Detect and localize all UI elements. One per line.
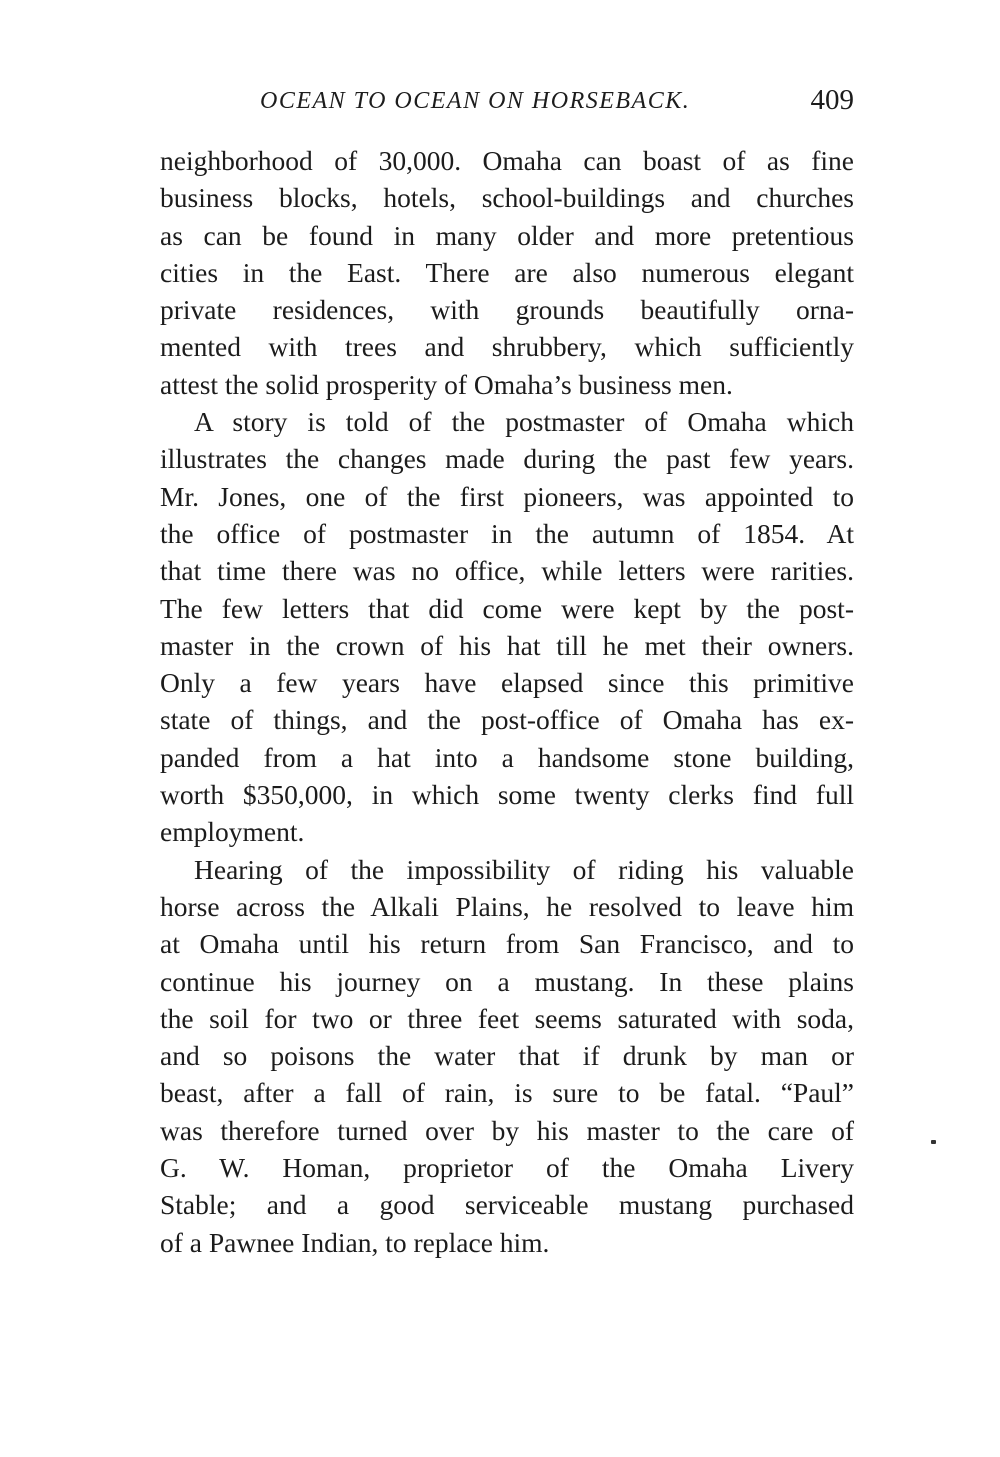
body-text: [160, 142, 854, 1261]
text-line: A story is told of the postmaster of Omaha which: [194, 406, 854, 438]
text-line: neighborhood of 30,000. Omaha can boast of as fine: [160, 145, 854, 176]
text-line: state of things, and the post-office of Omaha has ex-: [160, 704, 854, 736]
paragraph-1: [160, 142, 854, 403]
text-line: G. W. Homan, proprietor of the Omaha Livery: [160, 1152, 854, 1184]
text-line: illustrates the changes made during the past few years.: [160, 443, 854, 475]
scan-speck: [931, 1140, 936, 1144]
text-line: mented with trees and shrubbery, which sufficiently: [160, 331, 854, 363]
text-line: Mr. Jones, one of the first pioneers, was appointed to: [160, 480, 854, 512]
text-line: that time there was no office, while letters were rarities.: [160, 555, 854, 587]
running-title: OCEAN TO OCEAN ON HORSEBACK.: [260, 88, 691, 114]
paragraph-2: [160, 403, 854, 851]
text-line: worth $350,000, in which some twenty clerks find full: [160, 779, 854, 811]
text-line: Only a few years have elapsed since this primitive: [160, 667, 854, 699]
text-line: the soil for two or three feet seems saturated with soda,: [160, 1002, 854, 1034]
text-line: business blocks, hotels, school-buildings and churches: [160, 182, 854, 214]
page-number: 409: [810, 84, 854, 116]
text-line: panded from a hat into a handsome stone building,: [160, 741, 854, 773]
text-line: employment.: [160, 816, 305, 848]
text-line: beast, after a fall of rain, is sure to be fatal. “Paul”: [160, 1077, 854, 1109]
text-line: attest the solid prosperity of Omaha’s business men.: [160, 368, 733, 400]
paragraph-3: [160, 851, 854, 1261]
text-line: Stable; and a good serviceable mustang purchased: [160, 1189, 854, 1221]
text-line: Hearing of the impossibility of riding his valuable: [194, 853, 854, 885]
text-line: cities in the East. There are also numerous elegant: [160, 256, 854, 288]
running-header: [160, 84, 854, 124]
text-line: continue his journey on a mustang. In these plains: [160, 965, 854, 997]
text-line: and so poisons the water that if drunk by man or: [160, 1040, 854, 1072]
text-line: The few letters that did come were kept by the post-: [160, 592, 854, 624]
text-line: master in the crown of his hat till he met their owners.: [160, 629, 854, 661]
text-line: private residences, with grounds beautifully orna-: [160, 294, 854, 326]
text-line: horse across the Alkali Plains, he resolved to leave him: [160, 890, 854, 922]
text-line: of a Pawnee Indian, to replace him.: [160, 1226, 550, 1258]
text-line: was therefore turned over by his master to the care of: [160, 1114, 854, 1146]
text-line: as can be found in many older and more pretentious: [160, 219, 854, 251]
text-line: at Omaha until his return from San Francisco, and to: [160, 928, 854, 960]
text-line: the office of postmaster in the autumn of 1854. At: [160, 517, 854, 549]
